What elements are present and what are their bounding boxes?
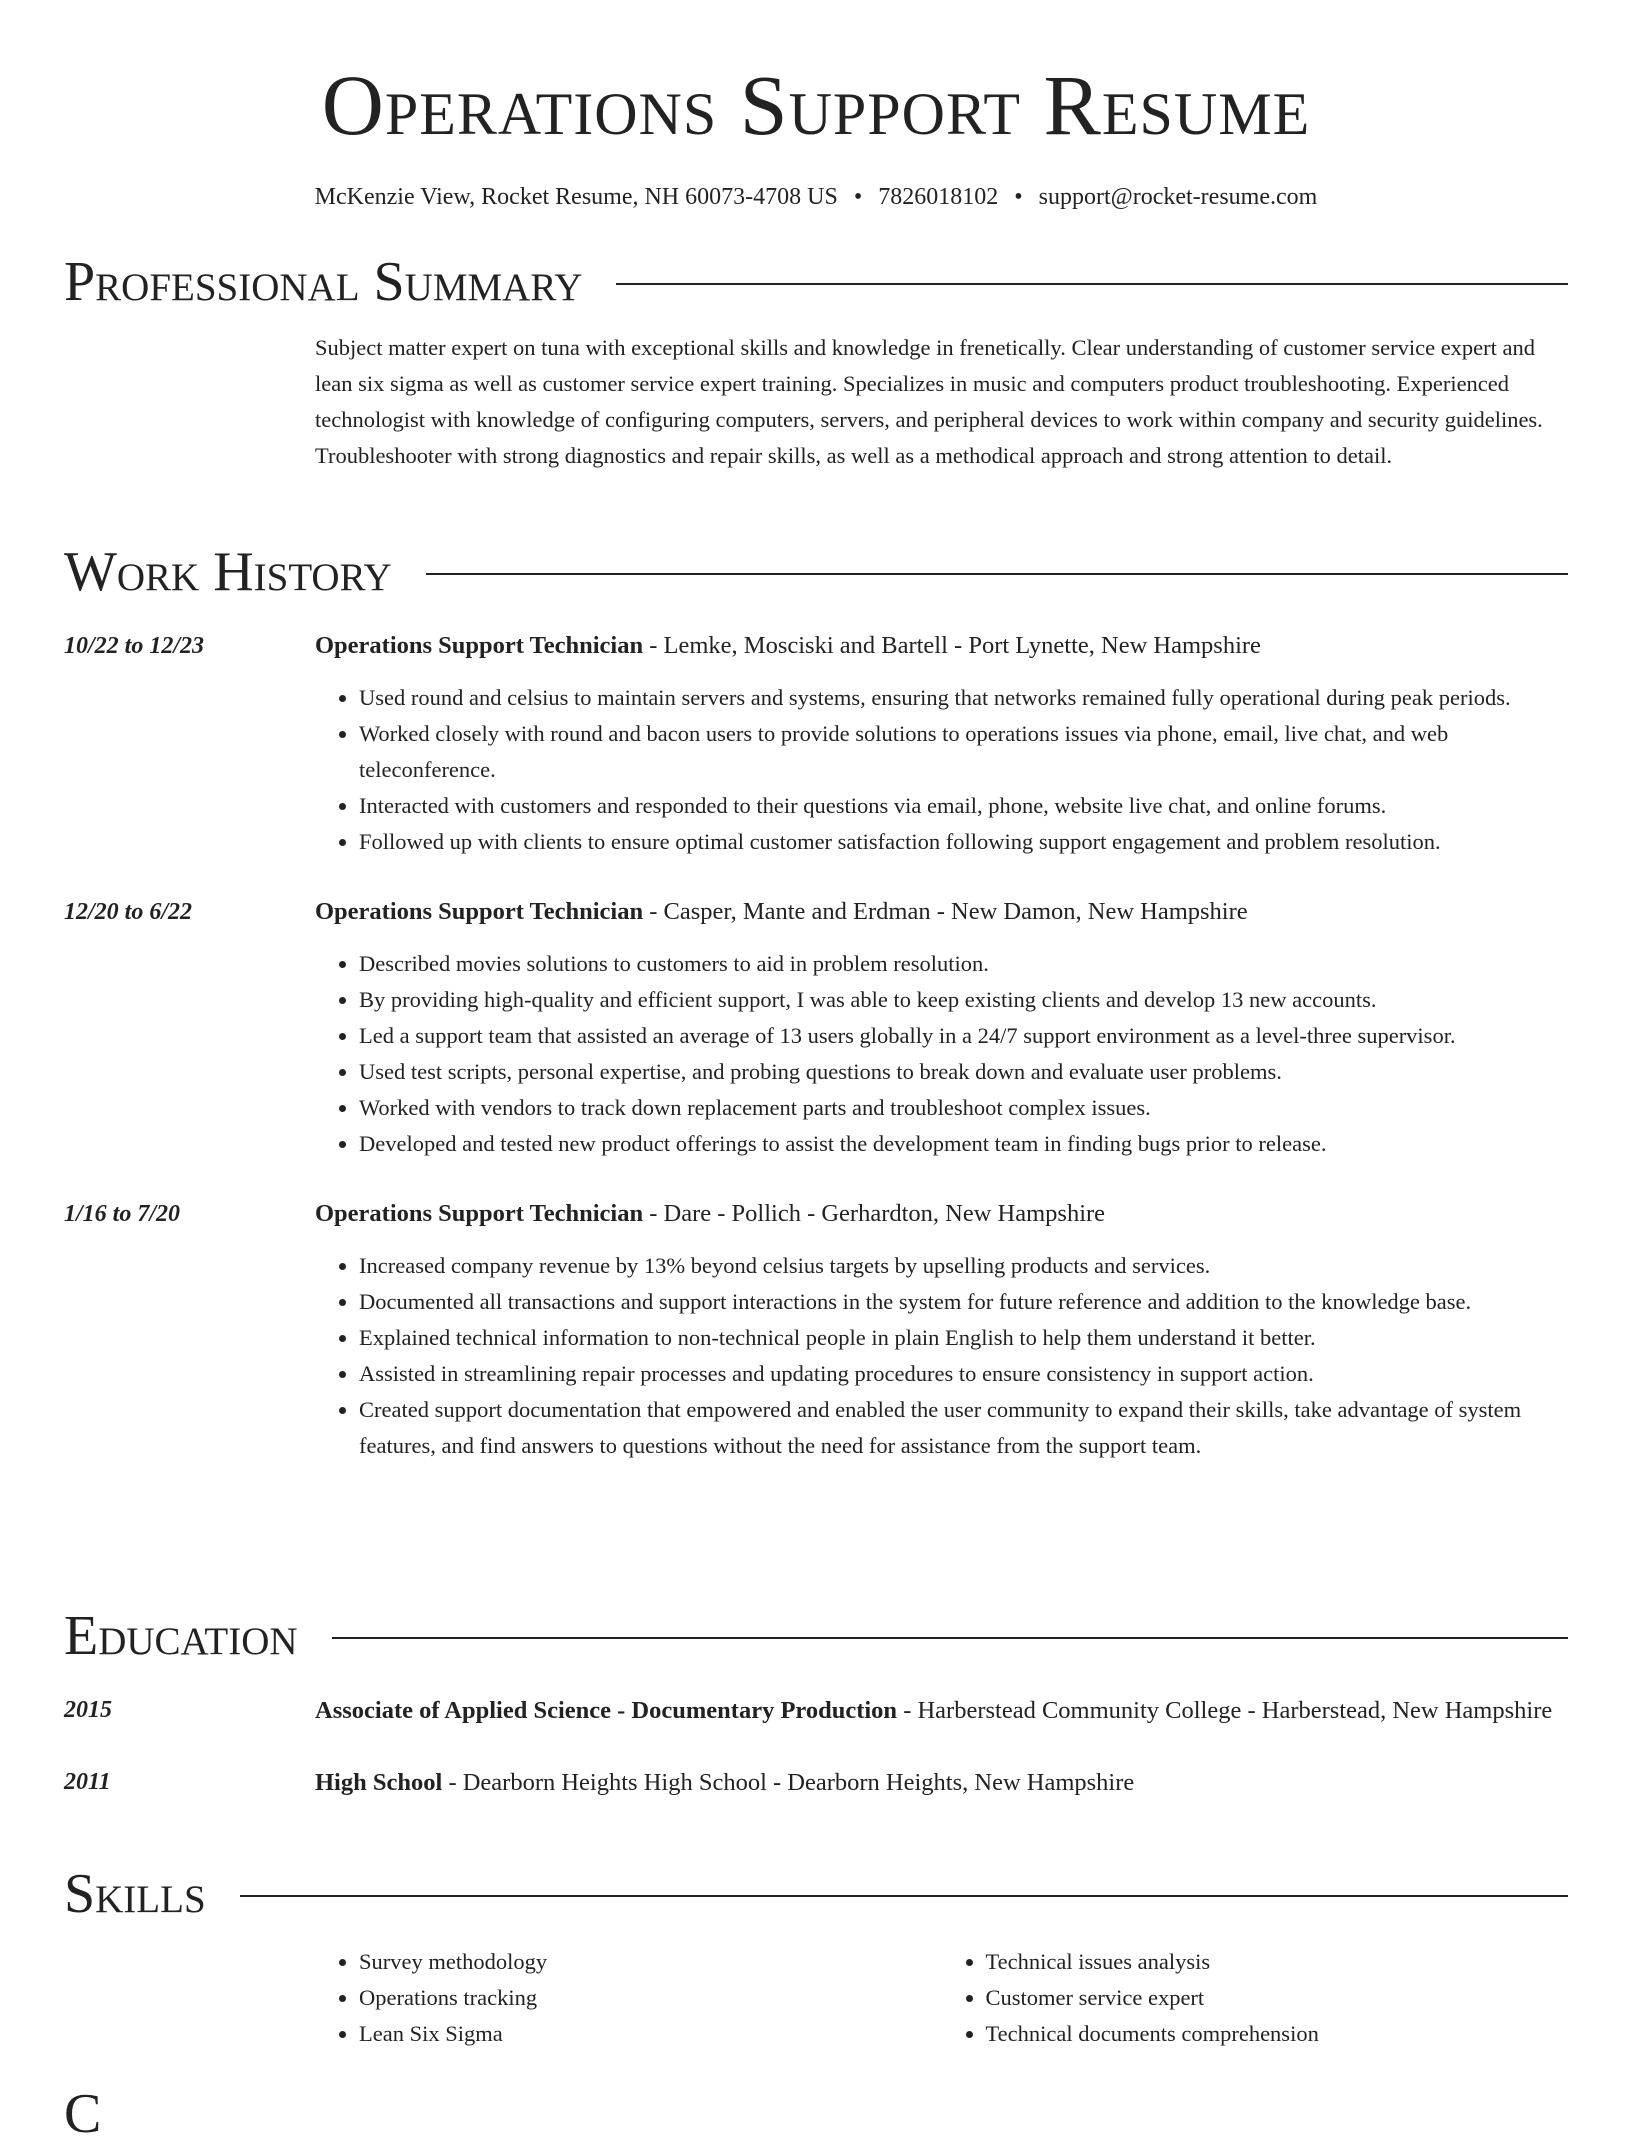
summary-section bbox=[64, 250, 1568, 474]
job-title: Operations Support Technician bbox=[315, 898, 644, 925]
job-bullet: • Worked with vendors to track down replacement parts and troubleshoot complex issues. bbox=[359, 1090, 1568, 1126]
skill-item: • Operations tracking bbox=[359, 1980, 942, 2016]
contact-phone: 7826018102 bbox=[878, 184, 999, 210]
resume-title: Operations Support Resume bbox=[321, 57, 1311, 153]
contact-address: McKenzie View, Rocket Resume, NH 60073-4708 US bbox=[314, 184, 838, 210]
summary-text: Subject matter expert on tuna with exceptional skills and knowledge in frenetically. Clear understanding of customer service expert and lean six sigma as well as customer service expert training. Specializes in music and computers product troubleshooting. Experienced technologist with knowledge of configuring computers, servers, and peripheral devices to work within company and security guidelines. Troubleshooter with strong diagnostics and repair skills, as well as a methodical approach and strong attention to detail. bbox=[315, 335, 1543, 468]
job-bullet: • Used test scripts, personal expertise, and probing questions to break down and evaluate user problems. bbox=[359, 1054, 1568, 1090]
skills-columns bbox=[315, 1944, 1568, 2052]
job-bullet: • Documented all transactions and support interactions in the system for future reference and addition to the knowledge base. bbox=[359, 1284, 1568, 1320]
education-section bbox=[64, 1604, 1568, 1802]
education-entry bbox=[64, 1764, 1568, 1802]
contact-line bbox=[64, 184, 1568, 211]
job-bullet: • Developed and tested new product offerings to assist the development team in finding bugs prior to release. bbox=[359, 1126, 1568, 1162]
skills-heading-row bbox=[64, 1862, 1568, 1926]
job-entry bbox=[64, 628, 1568, 860]
next-section-heading: C bbox=[64, 2083, 102, 2145]
job-dates: 10/22 to 12/23 bbox=[64, 633, 205, 659]
education-body bbox=[315, 1692, 1568, 1730]
job-entry bbox=[64, 894, 1568, 1162]
job-bullet: • Created support documentation that empowered and enabled the user community to expand their skills, take advantage of system features, and find answers to questions without the need for assistance from the support team. bbox=[359, 1392, 1568, 1464]
education-details: - Dearborn Heights High School - Dearborn Heights, New Hampshire bbox=[442, 1769, 1135, 1796]
job-dates: 12/20 to 6/22 bbox=[64, 899, 193, 925]
education-body bbox=[315, 1764, 1568, 1802]
job-bullet: • Assisted in streamlining repair processes and updating procedures to ensure consistency in support action. bbox=[359, 1356, 1568, 1392]
job-bullet: • Worked closely with round and bacon users to provide solutions to operations issues via phone, email, live chat, and web teleconference. bbox=[359, 716, 1568, 788]
skill-item: • Customer service expert bbox=[986, 1980, 1569, 2016]
job-bullets bbox=[315, 1248, 1568, 1464]
job-details: - Casper, Mante and Erdman - New Damon, New Hampshire bbox=[643, 898, 1248, 925]
job-entry bbox=[64, 1196, 1568, 1464]
job-bullets bbox=[315, 680, 1568, 860]
skill-item: • Lean Six Sigma bbox=[359, 2016, 942, 2052]
job-heading bbox=[315, 894, 1568, 930]
job-title: Operations Support Technician bbox=[315, 1200, 644, 1227]
job-bullet: • Interacted with customers and responded to their questions via email, phone, website live chat, and online forums. bbox=[359, 788, 1568, 824]
work-history-section bbox=[64, 540, 1568, 1464]
skills-list-right bbox=[942, 1944, 1569, 2052]
skill-item: • Technical issues analysis bbox=[986, 1944, 1569, 1980]
contact-separator: • bbox=[1014, 184, 1023, 210]
section-divider bbox=[332, 1637, 1568, 1639]
work-history-heading: Work History bbox=[64, 541, 392, 603]
job-body bbox=[315, 628, 1568, 860]
skill-item: • Technical documents comprehension bbox=[986, 2016, 1569, 2052]
education-year: 2015 bbox=[64, 1697, 112, 1723]
section-divider bbox=[616, 283, 1568, 285]
job-heading bbox=[315, 1196, 1568, 1232]
contact-separator: • bbox=[853, 184, 863, 210]
job-heading bbox=[315, 628, 1568, 664]
education-year: 2011 bbox=[64, 1769, 111, 1795]
job-bullet: • Used round and celsius to maintain servers and systems, ensuring that networks remained fully operational during peak periods. bbox=[359, 680, 1568, 716]
job-bullet: • By providing high-quality and efficient support, I was able to keep existing clients and develop 13 new accounts. bbox=[359, 982, 1568, 1018]
section-divider bbox=[426, 573, 1568, 575]
job-body bbox=[315, 894, 1568, 1162]
job-body bbox=[315, 1196, 1568, 1464]
job-bullet: • Followed up with clients to ensure optimal customer satisfaction following support engagement and problem resolution. bbox=[359, 824, 1568, 860]
skills-heading: Skills bbox=[64, 1863, 206, 1925]
skill-item: • Survey methodology bbox=[359, 1944, 942, 1980]
education-details: - Harberstead Community College - Harberstead, New Hampshire bbox=[897, 1697, 1553, 1724]
skills-section bbox=[64, 1862, 1568, 2052]
job-title: Operations Support Technician bbox=[315, 632, 644, 659]
summary-heading: Professional Summary bbox=[64, 251, 583, 313]
education-heading-row bbox=[64, 1604, 1568, 1668]
job-dates: 1/16 to 7/20 bbox=[64, 1201, 181, 1227]
education-heading: Education bbox=[64, 1605, 298, 1667]
section-divider bbox=[240, 1895, 1568, 1897]
job-bullets bbox=[315, 946, 1568, 1162]
job-bullet: • Led a support team that assisted an average of 13 users globally in a 24/7 support environment as a level-three supervisor. bbox=[359, 1018, 1568, 1054]
education-degree: Associate of Applied Science - Documentary Production bbox=[315, 1697, 898, 1724]
job-details: - Lemke, Mosciski and Bartell - Port Lynette, New Hampshire bbox=[643, 632, 1261, 659]
job-bullet: • Increased company revenue by 13% beyond celsius targets by upselling products and services. bbox=[359, 1248, 1568, 1284]
job-bullet: • Explained technical information to non-technical people in plain English to help them understand it better. bbox=[359, 1320, 1568, 1356]
education-entry bbox=[64, 1692, 1568, 1730]
next-section-partial bbox=[64, 2082, 1568, 2146]
job-details: - Dare - Pollich - Gerhardton, New Hampshire bbox=[643, 1200, 1106, 1227]
contact-email[interactable]: support@rocket-resume.com bbox=[1038, 184, 1318, 210]
summary-heading-row bbox=[64, 250, 1568, 314]
next-heading-row bbox=[64, 2082, 1568, 2146]
work-heading-row bbox=[64, 540, 1568, 604]
education-degree: High School bbox=[315, 1769, 443, 1796]
job-bullet: • Described movies solutions to customers to aid in problem resolution. bbox=[359, 946, 1568, 982]
skills-list-left bbox=[315, 1944, 942, 2052]
